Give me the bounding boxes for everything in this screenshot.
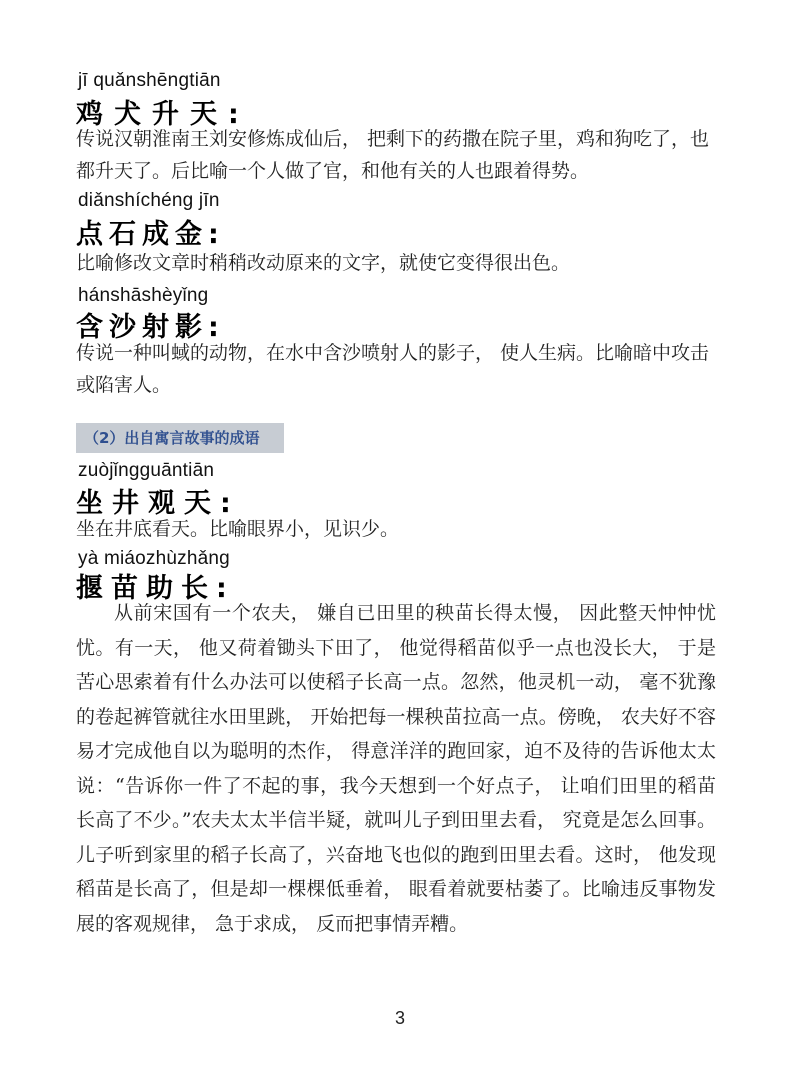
pinyin-dian-shi-cheng-jin: diǎnshíchéng jīn (78, 190, 220, 211)
idiom-title-han-sha-she-ying: 含沙射影: (76, 312, 225, 343)
definition-han-sha-she-ying: 传说一种叫蜮的动物，在水中含沙喷射人的影子， 使人生病。比喻暗中攻击或陷害人。 (76, 342, 710, 396)
pinyin-zuo-jing-guan-tian: zuòjǐngguāntiān (78, 460, 215, 481)
idiom-title-ji-quan-sheng-tian: 鸡犬升天: (76, 99, 250, 130)
pinyin-han-sha-she-ying: hánshāshèyǐng (78, 285, 209, 306)
idiom-title-zuo-jing-guan-tian: 坐井观天: (76, 488, 240, 519)
idiom-title-dian-shi-cheng-jin: 点石成金: (76, 219, 225, 250)
definition-ji-quan-sheng-tian: 传说汉朝淮南王刘安修炼成仙后， 把剩下的药撒在院子里，鸡和狗吃了，也都升天了。后比喻一个人做了官，和他有关的人也跟着得势。 (76, 128, 710, 182)
idiom-title-ya-miao-zhu-zhang: 揠苗助长: (76, 573, 235, 604)
page-number: 3 (394, 1008, 405, 1028)
pinyin-ji-quan-sheng-tian: jī quǎnshēngtiān (78, 70, 221, 91)
story-ya-miao-zhu-zhang: 从前宋国有一个农夫， 嫌自已田里的秧苗长得太慢， 因此整天忡忡忧忧。有一天， 他又荷着锄头下田了， 他觉得稻苗似乎一点也没长大， 于是苦心思索着有什么办法可以使稻子长高一点。忽然，他灵机一动， 毫不犹豫的卷起裤管就往水田里跳， 开始把每一棵秧苗拉高一点。傍晚， 农夫好不容易才完成他自以为聪明的杰作， 得意洋洋的跑回家，迫不及待的告诉他太太说：“告诉你一件了不起的事，我今天想到一个好点子， 让咱们田里的稻苗长高了不少。”农夫太太半信半疑，就叫儿子到田里去看， 究竟是怎么回事。儿子听到家里的稻子长高了，兴奋地飞也似的跑到田里去看。这时， 他发现稻苗是长高了，但是却一棵棵低垂着， 眼看着就要枯萎了。比喻违反事物发展的客观规律， 急于求成， 反而把事情弄糟。 (76, 602, 716, 935)
definition-zuo-jing-guan-tian: 坐在井底看天。比喻眼界小，见识少。 (76, 518, 400, 540)
definition-dian-shi-cheng-jin: 比喻修改文章时稍稍改动原来的文字，就使它变得很出色。 (76, 252, 571, 274)
section-heading: （2）出自寓言故事的成语 (84, 429, 260, 447)
pinyin-ya-miao-zhu-zhang: yà miáozhùzhǎng (78, 548, 230, 569)
